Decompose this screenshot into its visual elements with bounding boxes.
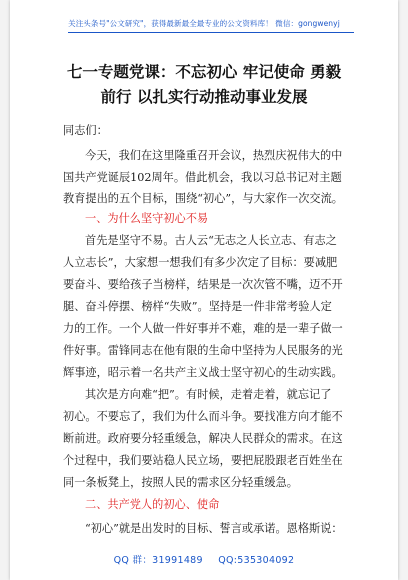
paragraph-line: 同一条板凳上，按照人民的需求区分轻重缓急。 [63, 476, 298, 489]
paragraph-line: 人立志长”，大家想一想我们有多少次定了目标：要减肥 [63, 256, 338, 269]
header-banner: 关注头条号"公文研究"，获得最新最全最专业的公文资料库！ 微信：gongwenyj [68, 19, 340, 28]
footer-qq: QQ:535304092 [218, 555, 295, 566]
document-page [10, 0, 398, 580]
header-rule [68, 32, 354, 33]
title-line-2: 前行 以扎实行动推动事业发展 [100, 88, 308, 106]
paragraph-line: 首先是坚守不易。古人云“无志之人长立志、有志之 [85, 234, 337, 247]
section-heading-1: 一、为什么坚守初心不易 [85, 212, 209, 225]
paragraph-line: 今天，我们在这里隆重召开会议，热烈庆祝伟大的中 [85, 149, 343, 162]
paragraph-line: 辉事迹，昭示着一名共产主义战士坚守初心的生动实践。 [63, 366, 343, 379]
paragraph-line: 初心。不要忘了，我们为什么而斗争。要找准方向才能不 [63, 410, 343, 423]
paragraph-line: 教育提出的五个目标，围绕“初心”，与大家作一次交流。 [63, 192, 343, 205]
paragraph-line: 腿、奋斗停摆、榜样“失败”。坚持是一件非常考验人定 [63, 300, 332, 313]
paragraph-line: 断前进。政府要分轻重缓急，解决人民群众的需求。在这 [63, 432, 343, 445]
salutation: 同志们： [63, 124, 108, 137]
paragraph-line: 个过程中，我们要站稳人民立场，要把屁股跟老百姓坐在 [63, 454, 343, 467]
paragraph-line: 件好事。雷锋同志在他有限的生命中坚持为人民服务的光 [63, 344, 343, 357]
paragraph-line: 国共产党诞辰102周年。借此机会，我以习总书记对主题 [63, 171, 342, 184]
paragraph-line: “初心”就是出发时的目标、誓言或承诺。恩格斯说： [85, 522, 343, 535]
paragraph-line: 要奋斗、要给孩子当榜样，结果是一次次管不嘴，迈不开 [63, 278, 343, 291]
paragraph-line: 力的工作。一个人做一件好事并不难，难的是一辈子做一 [63, 322, 343, 335]
footer-qq-group: QQ 群：31991489 [113, 555, 203, 566]
paragraph-line: 其次是方向难“把”。有时候，走着走着，就忘记了 [85, 388, 332, 401]
section-heading-2: 二、共产党人的初心、使命 [85, 498, 220, 511]
title-line-1: 七一专题党课：不忘初心 牢记使命 勇毅 [66, 63, 342, 81]
footer [10, 552, 398, 566]
